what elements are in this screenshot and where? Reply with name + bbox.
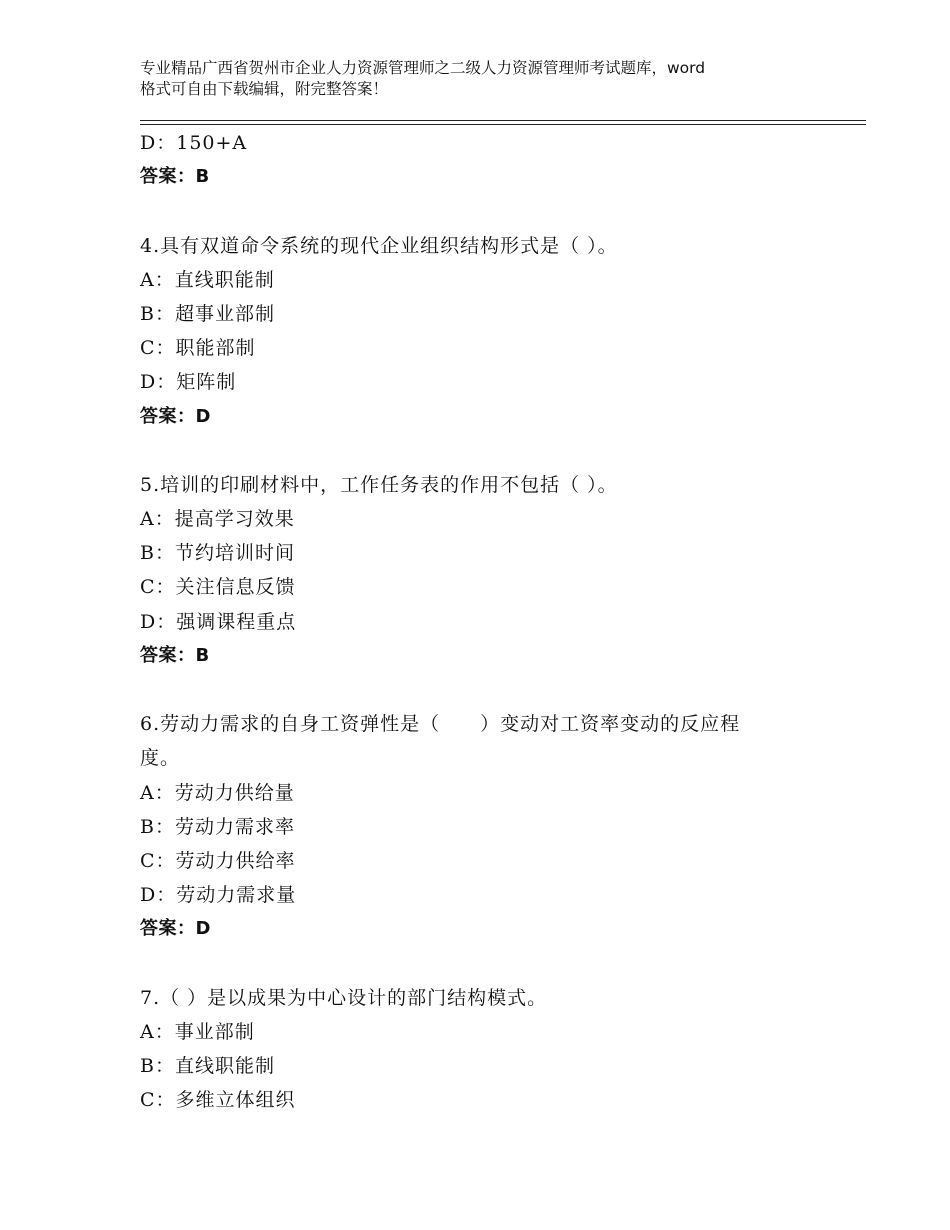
- option-line: D：150+A: [140, 132, 248, 154]
- answer-line: 答案：B: [140, 166, 210, 188]
- question-list: [140, 126, 840, 1117]
- question-text: 7.（ ）是以成果为中心设计的部门结构模式。: [140, 986, 548, 1009]
- answer-line: 答案：D: [140, 918, 211, 940]
- option-line: D：劳动力需求量: [140, 884, 297, 907]
- option-line: A：事业部制: [140, 1020, 255, 1043]
- header-line-1: 专业精品广西省贺州市企业人力资源管理师之二级人力资源管理师考试题库，word: [140, 59, 706, 77]
- header-rule-thin: [140, 124, 866, 125]
- option-line: C：关注信息反馈: [140, 576, 296, 599]
- option-line: C：多维立体组织: [140, 1089, 296, 1112]
- option-line: B：劳动力需求率: [140, 815, 295, 838]
- option-line: A：劳动力供给量: [140, 781, 295, 804]
- option-line: B：超事业部制: [140, 302, 275, 325]
- option-line: A：提高学习效果: [140, 508, 295, 531]
- option-line: D：强调课程重点: [140, 610, 297, 633]
- option-line: C：职能部制: [140, 337, 256, 360]
- spacer: [140, 434, 840, 468]
- question-text: 4.具有双道命令系统的现代企业组织结构形式是（ ）。: [140, 234, 618, 257]
- header-rule-thick: [140, 120, 866, 121]
- answer-line: 答案：D: [140, 405, 211, 427]
- spacer: [140, 947, 840, 981]
- answer-line: 答案：B: [140, 644, 210, 666]
- question-text: 度。: [140, 747, 181, 770]
- option-line: C：劳动力供给率: [140, 849, 296, 872]
- document-header: [140, 58, 840, 100]
- question-text: 6.劳动力需求的自身工资弹性是（ ）变动对工资率变动的反应程: [140, 713, 741, 736]
- option-line: B：直线职能制: [140, 1055, 275, 1078]
- option-line: A：直线职能制: [140, 268, 275, 291]
- option-line: B：节约培训时间: [140, 542, 295, 565]
- spacer: [140, 194, 840, 228]
- header-line-2: 格式可自由下载编辑，附完整答案！: [140, 80, 389, 98]
- option-line: D：矩阵制: [140, 371, 237, 394]
- question-text: 5.培训的印刷材料中，工作任务表的作用不包括（ ）。: [140, 473, 618, 496]
- spacer: [140, 673, 840, 707]
